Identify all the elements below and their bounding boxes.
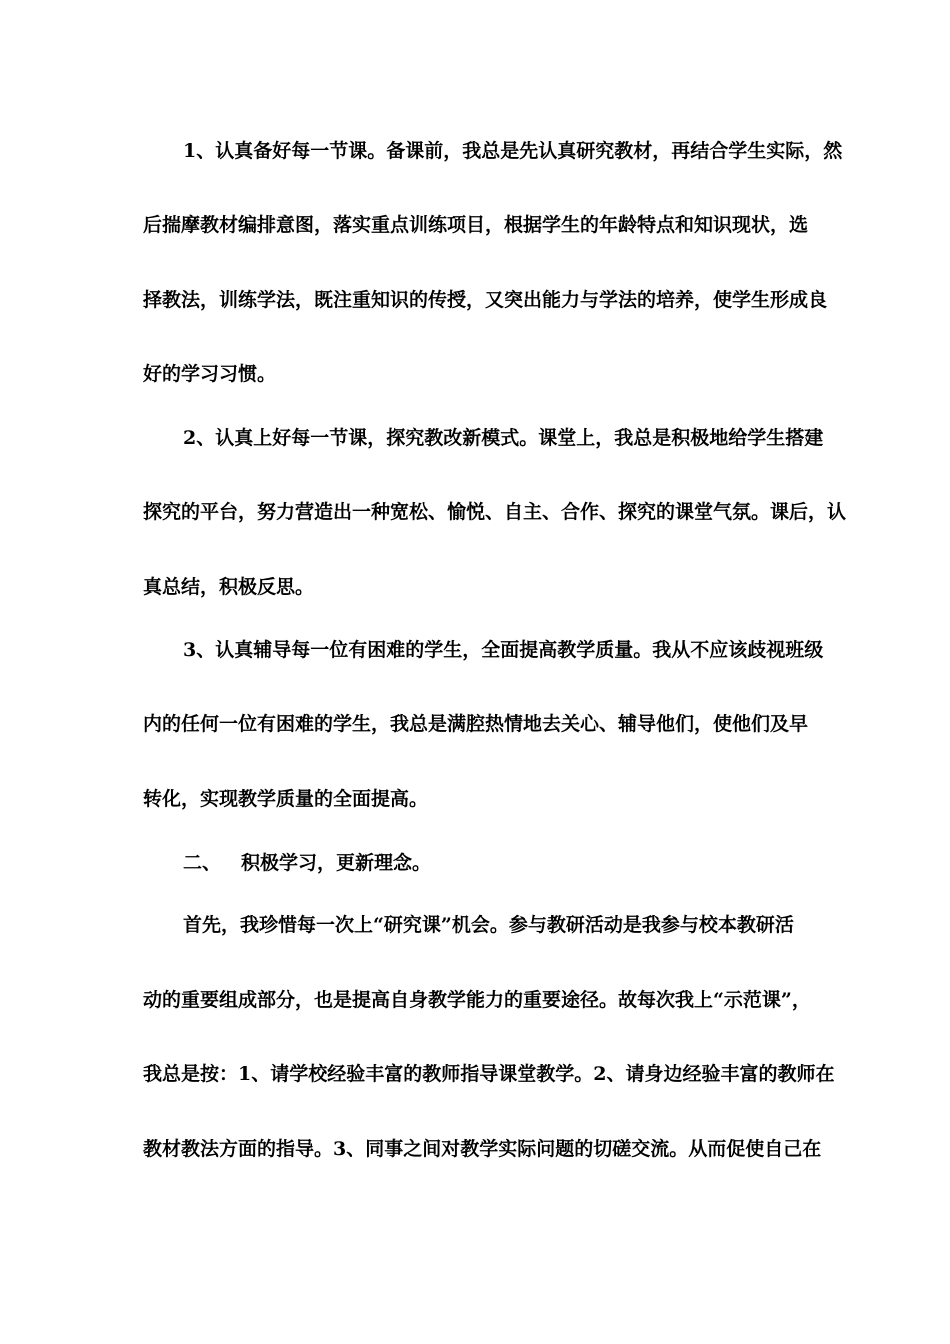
section-number: 二、 bbox=[183, 852, 222, 874]
paragraph-4-line-3: 我总是按：1、请学校经验丰富的教师指导课堂教学。2、请身边经验丰富的教师在 bbox=[143, 1063, 835, 1085]
paragraph-4-line-1: 首先，我珍惜每一次上“研究课”机会。参与教研活动是我参与校本教研活 bbox=[183, 914, 794, 936]
paragraph-2-line-2: 探究的平台，努力营造出一种宽松、愉悦、自主、合作、探究的课堂气氛。课后，认 bbox=[143, 501, 847, 523]
paragraph-3-line-2: 内的任何一位有困难的学生，我总是满腔热情地去关心、辅导他们，使他们及早 bbox=[143, 713, 809, 735]
paragraph-3-line-1: 3、认真辅导每一位有困难的学生，全面提高教学质量。我从不应该歧视班级 bbox=[183, 639, 824, 661]
paragraph-1-line-3: 择教法，训练学法，既注重知识的传授，又突出能力与学法的培养，使学生形成良 bbox=[143, 289, 828, 311]
section-title: 积极学习，更新理念。 bbox=[241, 852, 432, 874]
paragraph-2-line-3: 真总结，积极反思。 bbox=[143, 576, 315, 598]
paragraph-4-line-2: 动的重要组成部分，也是提高自身教学能力的重要途径。故每次我上“示范课”， bbox=[143, 989, 811, 1011]
section-heading bbox=[183, 850, 851, 876]
paragraph-2-line-1: 2、认真上好每一节课，探究教改新模式。课堂上，我总是积极地给学生搭建 bbox=[183, 427, 824, 449]
paragraph-3-line-3: 转化，实现教学质量的全面提高。 bbox=[143, 788, 429, 810]
paragraph-4-line-4: 教材教法方面的指导。3、同事之间对教学实际问题的切磋交流。从而促使自己在 bbox=[143, 1138, 822, 1160]
paragraph-1-line-4: 好的学习习惯。 bbox=[143, 363, 277, 385]
paragraph-1-line-2: 后揣摩教材编排意图，落实重点训练项目，根据学生的年龄特点和知识现状，选 bbox=[143, 214, 809, 236]
paragraph-1-line-1: 1、认真备好每一节课。备课前，我总是先认真研究教材，再结合学生实际，然 bbox=[183, 140, 843, 162]
